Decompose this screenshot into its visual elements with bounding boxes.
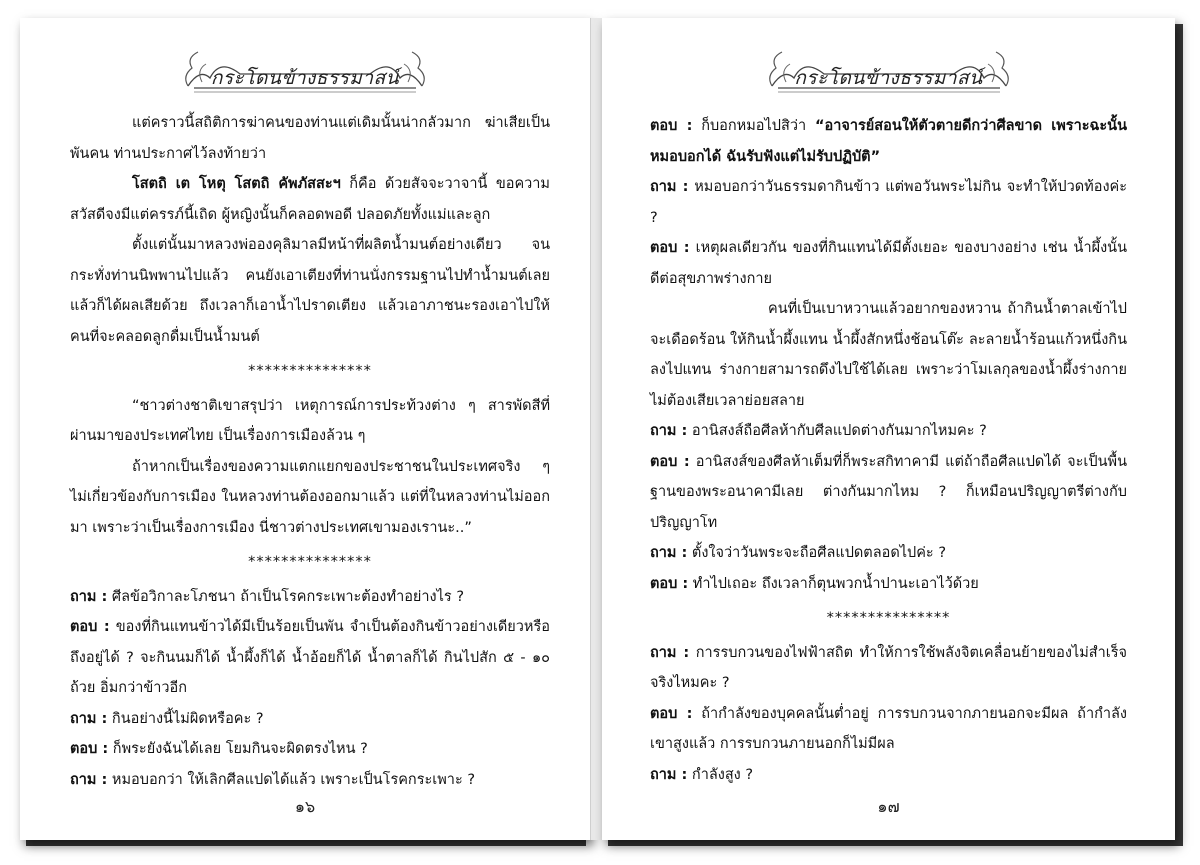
paragraph: ตั้งแต่นั้นมาหลวงพ่อองคุลิมาลมีหน้าที่ผลิตน้ำมนต์อย่างเดียว จนกระทั่งท่านนิพพานไปแล้ว คนยังเอาเตียงที่ท่านนั่งกรรมฐานไปทำน้ำมนต์เลย แล้วก็ได้ผลเสียด้วย ถึงเวลาก็เอาน้ำไปราดเตียง แล้วเอาภาชนะรองเอาไปให้คนที่จะคลอดลูกดื่มเป็นน้ำมนต์ (70, 237, 550, 345)
pali-phrase: โสตถิ เต โหตุ โสตถิ คัพภัสสะฯ (132, 176, 341, 192)
answer (650, 569, 1127, 600)
answer-text: เหตุผลเดียวกัน ของที่กินแทนได้มีตั้งเยอะ ของบางอย่าง เช่น น้ำผึ้งนั้นดีต่อสุขภาพร่างกาย (650, 240, 1127, 287)
question-text: ตั้งใจว่าวันพระจะถือศีลแปดตลอดไปค่ะ ? (687, 545, 947, 561)
page-shadow (1175, 24, 1183, 846)
answer-label: ตอบ : (650, 453, 690, 470)
separator: *************** (248, 554, 372, 570)
answer (650, 233, 1127, 294)
paragraph: ถ้าหากเป็นเรื่องของความแตกแยกของประชาชนในประเทศจริง ๆ ไม่เกี่ยวข้องกับการเมือง ในหลวงท่านต้องออกมาแล้ว แต่ที่ในหลวงท่านไม่ออกมา เพราะว่าเป็นเรื่องการเมือง นี่ชาวต่างประเทศเขามองเรานะ..” (70, 458, 550, 536)
answer-label: ตอบ : (650, 705, 693, 722)
separator: *************** (248, 363, 372, 379)
question (650, 172, 1127, 233)
question (650, 638, 1127, 699)
question (650, 538, 1127, 569)
answer-quote: “อาจารย์สอนให้ตัวตายดีกว่าศีลขาด เพราะฉะนั้นหมอบอกได้ ฉันรับฟังแต่ไม่รับปฏิบัติ” (650, 118, 1127, 165)
header-title: กระโดนข้างธรรมาสน์ (210, 67, 400, 89)
question-label: ถาม : (650, 644, 690, 661)
question (70, 582, 550, 613)
answer-label: ตอบ : (650, 575, 689, 592)
left-page-body (70, 108, 550, 795)
right-page (602, 18, 1175, 840)
question (650, 416, 1127, 447)
question-text: หมอบอกว่าวันธรรมดากินข้าว แต่พอวันพระไม่กิน จะทำให้ปวดท้องค่ะ ? (650, 179, 1128, 226)
paragraph: แต่คราวนี้สถิติการฆ่าคนของท่านแต่เดิมนั้นน่ากลัวมาก ฆ่าเสียเป็นพันคน ท่านประกาศไว้ลงท้ายว่า (70, 115, 550, 162)
page-header (602, 38, 1175, 98)
question-label: ถาม : (650, 423, 688, 439)
answer-label: ตอบ : (70, 619, 110, 635)
question-text: กินอย่างนี้ไม่ผิดหรือคะ ? (107, 710, 264, 727)
question-label: ถาม : (650, 179, 689, 195)
paragraph: “ชาวต่างชาติเขาสรุปว่า เหตุการณ์การประท้วงต่าง ๆ สารพัดสีที่ผ่านมาของประเทศไทย เป็นเรื่องการเมืองล้วน ๆ (70, 397, 550, 444)
page-number: ๑๖ (294, 797, 316, 816)
answer-label: ตอบ : (650, 118, 693, 134)
answer-text: ของที่กินแทนข้าวได้มีเป็นร้อยเป็นพัน จำเป็นต้องกินข้าวอย่างเดียวหรือถึงอยู่ได้ ? จะกินนมก็ได้ น้ำผึ้งก็ได้ น้ำอ้อยก็ได้ น้ำตาลก็ได้ กินไปสัก ๕ - ๑๐ ถ้วย อิ่มกว่าข้าวอีก (70, 619, 550, 696)
paragraph: คนที่เป็นเบาหวานแล้วอยากของหวาน ถ้ากินน้ำตาลเข้าไปจะเดือดร้อน ให้กินน้ำผึ้งแทน น้ำผึ้งสักหนึ่งช้อนโต๊ะ ละลายน้ำร้อนแก้วหนึ่งกินลงไปแทน ร่างกายสามารถดึงไปใช้ได้เลย เพราะว่าโมเลกุลของน้ำผึ้งร่างกายไม่ต้องเสียเวลาย่อยสลาย (650, 301, 1127, 409)
right-page-body (650, 111, 1127, 790)
answer (70, 612, 550, 704)
question-text: ศีลข้อวิกาละโภชนา ถ้าเป็นโรคกระเพาะต้องทำอย่างไร ? (107, 588, 465, 605)
answer (650, 111, 1127, 172)
answer-text: ทำไปเถอะ ถึงเวลาก็ตุนพวกน้ำปานะเอาไว้ด้วย (688, 575, 979, 592)
question-text: อานิสงส์ถือศีลห้ากับศีลแปดต่างกันมากไหมคะ ? (687, 423, 987, 439)
answer-label: ตอบ : (70, 741, 109, 757)
answer (650, 447, 1127, 539)
question-text: การรบกวนของไฟฟ้าสถิต ทำให้การใช้พลังจิตเคลื่อนย้ายของไม่สำเร็จ จริงไหมคะ ? (650, 644, 1127, 691)
answer-text: ก็บอกหมอไปสิว่า (692, 118, 815, 134)
paragraph (70, 169, 550, 230)
page-number: ๑๗ (877, 797, 900, 816)
question (70, 765, 550, 796)
question-text: หมอบอกว่า ให้เลิกศีลแปดได้แล้ว เพราะเป็นโรคกระเพาะ ? (107, 771, 476, 788)
page-header (20, 38, 590, 98)
answer-text: ก็พระยังฉันได้เลย โยมกินจะผิดตรงไหน ? (108, 741, 368, 757)
answer-text: ถ้ากำลังของบุคคลนั้นต่ำอยู่ การรบกวนจากภายนอกจะมีผล ถ้ากำลังเขาสูงแล้ว การรบกวนภายนอกก็ไม่มีผล (650, 705, 1127, 752)
question-label: ถาม : (650, 545, 688, 561)
question (650, 760, 1127, 791)
question-label: ถาม : (70, 588, 108, 605)
paragraph-text: ก็คือ ด้วยสัจจะวาจานี้ ขอความสวัสดีจงมีแต่ครรภ์นี้เถิด ผู้หญิงนั้นก็คลอดพอดี ปลอดภัยทั้งแม่และลูก (70, 176, 550, 223)
question-text: กำลังสูง ? (687, 766, 754, 783)
separator: *************** (826, 610, 951, 626)
header-title: กระโดนข้างธรรมาสน์ (794, 67, 983, 89)
question-label: ถาม : (70, 771, 108, 788)
question (70, 704, 550, 735)
question-label: ถาม : (70, 710, 108, 727)
question-label: ถาม : (650, 766, 688, 783)
answer-label: ตอบ : (650, 240, 690, 256)
left-page (20, 18, 590, 840)
answer (650, 699, 1127, 760)
answer (70, 734, 550, 765)
answer-text: อานิสงส์ของศีลห้าเต็มที่ก็พระสกิทาคามี แต่ถ้าถือศีลแปดได้ จะเป็นพื้นฐานของพระอนาคามีเลย ต่างกันมากไหม ? ก็เหมือนปริญญาตรีต่างกับปริญญาโท (650, 453, 1127, 531)
